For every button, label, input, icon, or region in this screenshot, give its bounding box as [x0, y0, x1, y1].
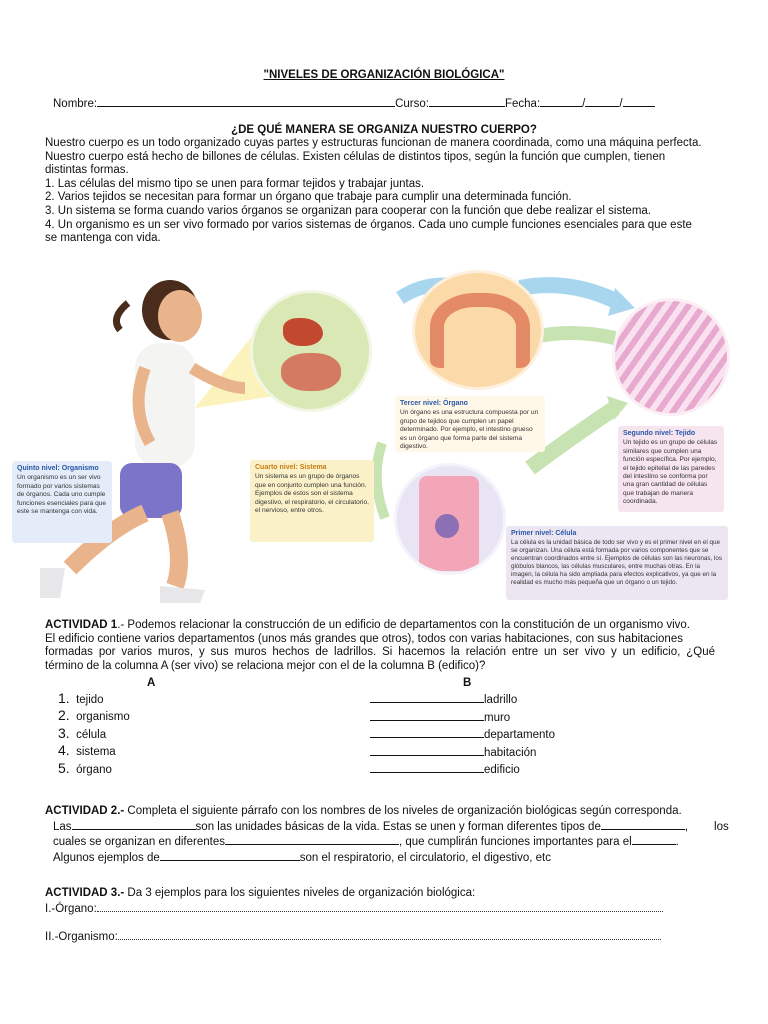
fecha-label: Fecha: [504, 98, 541, 110]
fecha-year-field[interactable] [623, 96, 655, 107]
quinto-nivel-box [12, 461, 112, 543]
intro-paragraph: 3. Un sistema se forma cuando varios órganos se organizan para cooperar con la función que debe realizar el sistema. [45, 204, 652, 217]
organo-answer-field[interactable] [97, 901, 663, 912]
list-item-b [370, 692, 517, 706]
primer-nivel-title: Primer nivel: Célula [511, 530, 577, 537]
girl-figure [40, 280, 245, 603]
item-term: organismo [76, 711, 130, 723]
item-term: órgano [76, 764, 112, 776]
actividad2-line: Las son las unidades básicas de la vida. Estas se unen y forman diferentes tipos de , los [53, 820, 729, 833]
date-slash: / [582, 98, 586, 110]
segundo-nivel-title: Segundo nivel: Tejido [623, 430, 696, 437]
actividad2-line: Algunos ejemplos de son el respiratorio, el circulatorio, el digestivo, etc [53, 851, 551, 864]
item-number: 1. [58, 690, 70, 706]
blank-field[interactable] [72, 819, 196, 830]
list-item-b [370, 762, 520, 776]
item-number: 3. [58, 725, 70, 741]
intro-paragraph: Nuestro cuerpo es un todo organizado cuyas partes y estructuras funcionan de manera coordinada, como una máquina perfecta. [45, 137, 702, 149]
actividad2-intro-rest: Completa el siguiente párrafo con los nombres de los niveles de organización biológicas según corresponda. [124, 805, 682, 817]
actividad1-text [45, 619, 715, 673]
quinto-nivel-text: Un organismo es un ser vivo formado por varios sistemas de órganos. Cada uno cumple funciones esenciales para que este se mantenga con vida. [17, 474, 107, 516]
organismo-row [45, 929, 725, 945]
intro-text [45, 137, 705, 246]
organismo-answer-field[interactable] [118, 929, 661, 940]
column-b-header: B [463, 677, 472, 689]
tercer-nivel-box [395, 396, 545, 452]
actividad1-line: término de la columna A (ser vivo) se relaciona mejor con el de la columna B (edifico)? [45, 659, 486, 672]
item-term: célula [76, 729, 107, 741]
list-item-b [370, 710, 510, 724]
quinto-nivel-title: Quinto nivel: Organismo [17, 465, 99, 472]
date-slash: / [619, 98, 623, 110]
segundo-nivel-box [618, 426, 724, 512]
list-item-a [58, 725, 106, 741]
curso-label: Curso: [395, 98, 429, 110]
curso-field[interactable] [429, 96, 505, 107]
tercer-nivel-title: Tercer nivel: Órgano [400, 400, 468, 407]
tissue-circle [612, 298, 730, 416]
list-item-b [370, 745, 536, 759]
list-item-a [58, 690, 104, 706]
item-number: 4. [58, 742, 70, 758]
levels-illustration [10, 268, 732, 608]
system-circle [250, 290, 372, 412]
answer-blank[interactable] [370, 745, 484, 756]
arrow-shape [377, 443, 385, 518]
actividad2-text [45, 805, 729, 865]
cuarto-nivel-text: Un sistema es un grupo de órganos que en conjunto cumplen una función. Ejemplos de estos son el sistema digestivo, el respiratorio, el circulatorio, el nervioso, entre otros. [255, 473, 369, 515]
organo-label: I.-Órgano: [45, 902, 97, 915]
primer-nivel-text: La célula es la unidad básica de todo ser vivo y es el primer nivel en el que se organizan. Una célula está formada por varios componentes que se encuentran coordinados entre sí. Ejemplos de células son las neuronas, los glóbulos blancos, las células musculares, entre muchas otras. En la imagen, la célula ha sido ampliada para efectos explicativos, ya que en la realidad es mucho más pequeña que un órgano o un tejido. [511, 539, 723, 586]
actividad2-heading: ACTIVIDAD 2.- [45, 805, 125, 817]
header-fields [53, 96, 655, 112]
item-term-b: edificio [484, 764, 520, 776]
fecha-month-field[interactable] [585, 96, 619, 107]
answer-blank[interactable] [370, 710, 484, 721]
item-term: tejido [76, 694, 104, 706]
nombre-label: Nombre: [53, 98, 98, 110]
blank-field[interactable] [160, 850, 300, 861]
segundo-nivel-text: Un tejido es un grupo de células similares que cumplen una función específica. Por ejemplo, el tejido epitelial de las paredes del intestino se conforma por una gran cantidad de células que trabajan de manera coordinada. [623, 439, 718, 506]
cell-circle [394, 463, 506, 575]
intro-paragraph: 1. Las células del mismo tipo se unen para formar tejidos y trabajar juntas. [45, 177, 425, 190]
actividad1-intro-rest: .- Podemos relacionar la construcción de un edificio de departamentos con la constitución de un organismo vivo. [117, 619, 690, 631]
actividad1-heading: ACTIVIDAD 1 [45, 619, 118, 631]
answer-blank[interactable] [370, 727, 484, 738]
item-number: 5. [58, 760, 70, 776]
answer-blank[interactable] [370, 692, 484, 703]
blank-field[interactable] [632, 834, 676, 845]
page-title: "NIVELES DE ORGANIZACIÓN BIOLÓGICA" [263, 69, 505, 81]
list-item-a [58, 742, 116, 758]
intro-paragraph: 4. Un organismo es un ser vivo formado por varios sistemas de órganos. Cada uno cumple funciones esenciales para que este se mantenga con vida. [45, 218, 692, 245]
cuarto-nivel-box [250, 460, 374, 542]
organo-row [45, 901, 725, 917]
item-term-b: departamento [484, 729, 555, 741]
actividad3-intro [45, 887, 725, 901]
actividad1-line: formadas por varios muros, y sus muros hechos de ladrillos. Si hacemos la relación entre un ser vivo y un edificio, ¿Qué [45, 646, 715, 659]
item-term-b: muro [484, 712, 511, 724]
fecha-day-field[interactable] [540, 96, 582, 107]
list-item-b [370, 727, 555, 741]
item-term-b: ladrillo [484, 694, 518, 706]
list-item-a [58, 760, 112, 776]
item-term: sistema [76, 746, 116, 758]
item-number: 2. [58, 707, 70, 723]
organismo-label: II.-Organismo: [45, 931, 118, 944]
actividad3-text [45, 887, 725, 945]
list-item-a [58, 707, 130, 723]
organ-circle [412, 270, 544, 390]
intro-paragraph: Nuestro cuerpo está hecho de billones de células. Existen células de distintos tipos, según la función que cumplen, tienen distintas formas. [45, 150, 666, 177]
blank-field[interactable] [225, 834, 399, 845]
actividad2-intro [45, 805, 725, 819]
actividad3-intro-rest: Da 3 ejemplos para los siguientes niveles de organización biológica: [124, 887, 476, 899]
primer-nivel-box [506, 526, 728, 600]
actividad1-line: El edificio contiene varios departamentos (unos más grandes que otros), todos con varias habitaciones, con sus habitaciones [45, 632, 683, 645]
intro-paragraph: 2. Varios tejidos se necesitan para formar un órgano que trabaje para cumplir una determinada función. [45, 191, 572, 204]
actividad3-heading: ACTIVIDAD 3.- [45, 887, 125, 899]
column-a-header: A [147, 677, 156, 689]
blank-field[interactable] [601, 819, 685, 830]
actividad2-line: cuales se organizan en diferentes , que cumplirán funciones importantes para el . [53, 836, 679, 849]
answer-blank[interactable] [370, 762, 484, 773]
actividad1-intro [45, 619, 715, 633]
nombre-field[interactable] [97, 96, 395, 107]
tercer-nivel-text: Un órgano es una estructura compuesta por un grupo de tejidos que cumplen un papel determinado. Por ejemplo, el intestino grueso es un órgano que forma parte del sistema digestivo. [400, 409, 539, 451]
section-heading: ¿DE QUÉ MANERA SE ORGANIZA NUESTRO CUERPO? [231, 124, 537, 136]
item-term-b: habitación [484, 747, 537, 759]
cuarto-nivel-title: Cuarto nivel: Sistema [255, 464, 327, 471]
